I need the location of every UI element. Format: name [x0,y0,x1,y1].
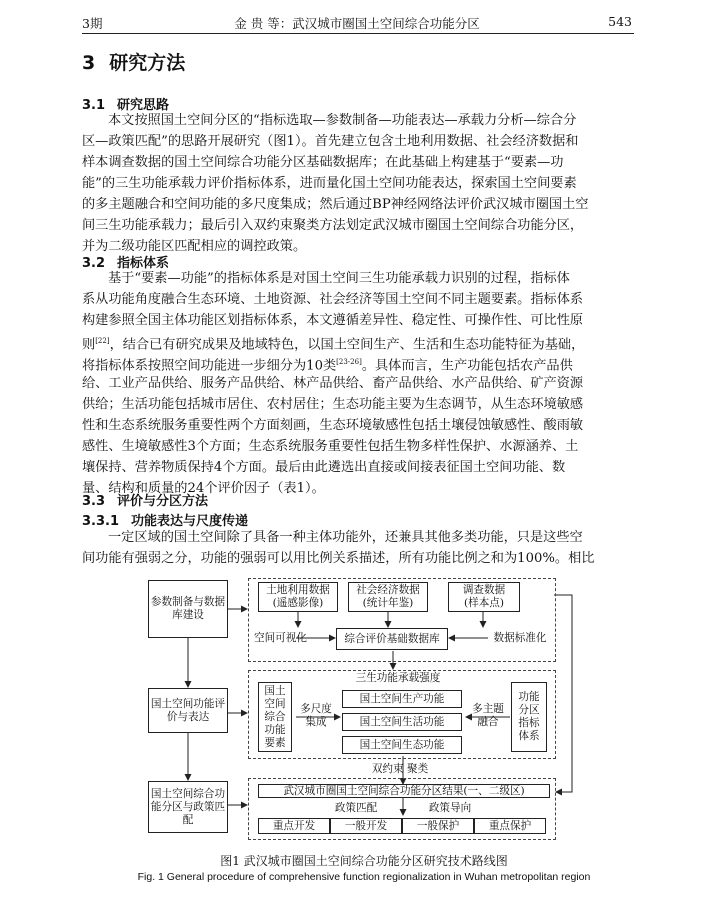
header-rule [82,33,634,34]
text-line: 感性、生境敏感性3个方面；生态系统服务重要性包括生物多样性保护、水源涵养、土 [82,439,579,454]
subsection-title: 研究思路 [117,98,170,113]
subsection-title: 指标体系 [117,256,170,271]
text-line: 系从功能角度融合生态环境、土地资源、社会经济等国土空间不同主题要素。指标体系 [82,292,584,307]
living-function-box: 国土空间生活功能 [342,713,462,731]
paragraph-3-1 [82,110,638,257]
figure-caption-cn: 图1 武汉城市圈国土空间综合功能分区研究技术路线图 [220,854,508,868]
figure-caption-en: Fig. 1 General procedure of comprehensive function regionalization in Wuhan metropolitan region [137,871,591,883]
step-regionalization-policy: 国土空间综合功能分区与政策匹配 [148,781,228,833]
visualization-label: 空间可视化 [254,632,307,644]
clustering-label: 双约束 聚类 [371,763,429,775]
section-heading [82,48,185,75]
policy-key-development: 重点开发 [258,818,330,834]
policy-match-label: 政策匹配 [334,802,378,814]
text-line: 将指标体系按照空间功能进一步细分为10类[23-26]。具体而言，生产功能包括农产品供 [82,358,573,373]
running-title: 金 贵 等：武汉城市圈国土空间综合功能分区 [234,16,480,31]
multitheme-label: 多主题融合 [472,703,504,728]
text-line: 样本调查数据的国土空间综合功能分区基础数据库；在此基础上构建基于“要素—功 [82,155,564,170]
subsection-number: 3.2 [82,256,106,271]
section-number: 3 [82,52,96,74]
land-use-data-box [258,582,338,612]
policy-key-protection: 重点保护 [474,818,546,834]
factors-box: 国土空间综合功能要素 [258,682,292,752]
text-line: 构建参照全国主体功能区划指标体系，本文遵循差异性、稳定性、可操作性、可比性原 [82,313,584,328]
policy-general-development: 一般开发 [330,818,402,834]
policy-orient-label: 政策导向 [428,802,472,814]
text-line: 区—政策匹配”的思路开展研究（图1）。首先建立包含土地利用数据、社会经济数据和 [82,134,579,149]
text-line: 给、工业产品供给、服务产品供给、林产品供给、畜产品供给、水产品供给、矿产资源 [82,376,584,391]
text-line: 本文按照国土空间分区的“指标选取—参数制备—功能表达—承载力分析—综合分 [108,113,577,128]
data-source-note: (样本点) [463,597,505,609]
subsection-title: 功能表达与尺度传递 [131,514,249,529]
text-line: 一定区域的国土空间除了具备一种主体功能外，还兼具其他多类功能，只是这些空 [108,530,583,545]
step-parameter-database: 参数制备与数据库建设 [148,580,228,638]
text-line: 基于“要素—功能”的指标体系是对国土空间三生功能承载力识别的过程，指标体 [108,271,570,286]
running-header [82,12,632,32]
production-function-box: 国土空间生产功能 [342,690,462,708]
text-line: 并为二级功能区匹配相应的调控政策。 [82,239,307,254]
subsection-number: 3.1 [82,98,106,113]
result-box: 武汉城市圈国土空间综合功能分区结果(一、二级区) [258,784,550,798]
multiscale-label: 多尺度集成 [300,703,332,728]
section-title: 研究方法 [109,52,186,74]
socioeconomic-data-box [348,582,428,612]
citation-ref: [22] [95,337,110,345]
data-source-note: (遥感影像) [272,597,324,609]
subsection-number: 3.3 [82,494,106,509]
subsection-title: 评价与分区方法 [117,494,209,509]
data-source-name: 土地利用数据 [266,584,330,596]
index-system-box: 功能分区指标体系 [511,682,547,752]
issue-label: 3期 [82,16,103,31]
data-source-note: (统计年鉴) [362,597,414,609]
citation-ref: [23-26] [336,358,362,366]
text-line: 的多主题融合和空间功能的多尺度集成；然后通过BP神经网络法评价武汉城市圈国土空 [82,197,589,212]
text-line: 则[22]，结合已有研究成果及地域特色，以国土空间生产、生活和生态功能特征为基础， [82,337,585,352]
step-function-evaluation: 国土空间功能评价与表达 [148,688,228,733]
database-box: 综合评价基础数据库 [336,628,448,650]
text-line: 间功能有强弱之分，功能的强弱可以用比例关系描述，所有功能比例之和为100%。相比 [82,551,595,566]
page-number: 543 [608,14,632,29]
survey-data-box [448,582,520,612]
text-line: 壤保持、营养物质保持4个方面。最后由此遴选出直接或间接表征国土空间功能、数 [82,460,566,475]
text-line: 供给；生活功能包括城市居住、农村居住；生态功能主要为生态调节，从生态环境敏感 [82,397,584,412]
text-line: 性和生态系统服务重要性两个方面刻画，生态环境敏感性包括土壤侵蚀敏感性、酸雨敏 [82,418,584,433]
paragraph-3-3-1 [82,527,638,569]
carrying-capacity-title: 三生功能承载强度 [355,672,441,684]
subsection-heading-3-3 [82,490,208,509]
policy-general-protection: 一般保护 [402,818,474,834]
data-source-name: 社会经济数据 [356,584,420,596]
ecological-function-box: 国土空间生态功能 [342,736,462,754]
text-line: 间三生功能承载力；最后引入双约束聚类方法划定武汉城市圈国土空间综合功能分区， [82,218,584,233]
paragraph-3-2 [82,268,638,499]
text-line: 能”的三生功能承载力评价指标体系，进而量化国土空间功能表达，探索国土空间要素 [82,176,577,191]
data-source-name: 调查数据 [462,584,506,596]
figure-flowchart [148,575,582,843]
text-line: 量、结构和质量的24个评价因子（表1）。 [82,481,325,496]
subsection-number: 3.3.1 [82,514,120,529]
standardization-label: 数据标准化 [493,632,547,644]
